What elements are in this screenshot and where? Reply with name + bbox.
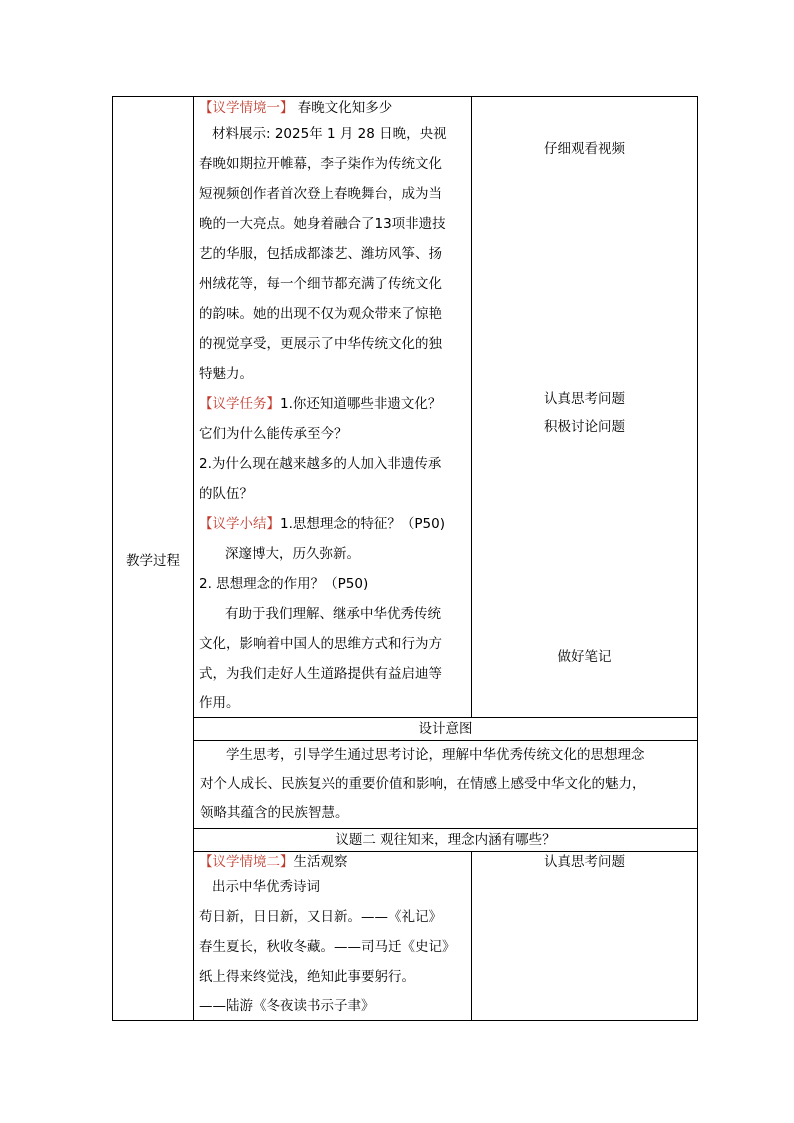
topic2-title: 议题二 观往知来，理念内涵有哪些？ — [194, 829, 698, 852]
activity-think: 认真思考问题 — [544, 391, 625, 407]
summary-a1: 深邃博大，历久弥新。 — [225, 546, 360, 562]
summary-a2-line: 文化，影响着中国人的思维方式和行为方 — [199, 636, 442, 652]
scene1-activity-cell — [472, 97, 698, 718]
scene2-heading-text: 生活观察 — [293, 854, 348, 870]
task-line: 2.为什么现在越来越多的人加入非遗传承 — [199, 456, 442, 472]
scene1-heading-text: 春晚文化知多少 — [293, 100, 393, 116]
design-intent-body-row — [113, 741, 698, 829]
material-line: 的韵味。她的出现不仅为观众带来了惊艳 — [199, 306, 442, 322]
material-line: 晚的一大亮点。她身着融合了13项非遗技 — [199, 216, 446, 232]
lesson-plan-table — [112, 96, 698, 1021]
scene2-activity-cell — [472, 852, 698, 1021]
material-line: 特魅力。 — [199, 366, 253, 382]
scene2-intro: 出示中华优秀诗词 — [212, 879, 320, 895]
scene1-row — [113, 97, 698, 718]
design-intent-title: 设计意图 — [194, 718, 698, 741]
row-label: 教学过程 — [126, 552, 180, 569]
scene2-row — [113, 852, 698, 1021]
row-label-cell — [113, 97, 194, 1021]
summary-q2: 2. 思想理念的作用？（P50) — [199, 576, 369, 592]
task-mark: 【议学任务】 — [199, 396, 280, 412]
scene1-heading-mark: 【议学情境一】 — [199, 100, 294, 116]
material-line: 材料展示: 2025年 1 月 28 日晚，央视 — [212, 126, 447, 142]
poem-line: 春生夏长，秋收冬藏。——司马迁《史记》 — [199, 939, 456, 955]
poem-line: 苟日新，日日新，又日新。——《礼记》 — [199, 909, 442, 925]
summary-a2-line: 有助于我们理解、继承中华优秀传统 — [225, 606, 441, 622]
design-intent-body — [194, 741, 698, 829]
summary-q1: 1.思想理念的特征？（P50) — [280, 516, 445, 532]
task-heading — [199, 389, 467, 419]
activity-watch: 仔细观看视频 — [544, 141, 625, 157]
material-line: 短视频创作者首次登上春晚舞台，成为当 — [199, 186, 442, 202]
poem-line: 纸上得来终觉浅，绝知此事要躬行。 — [199, 969, 415, 985]
summary-a2-line: 作用。 — [199, 695, 240, 711]
task-line: 的队伍？ — [199, 486, 253, 502]
summary-heading — [199, 509, 467, 539]
scene1-heading — [199, 97, 467, 119]
scene2-activity: 认真思考问题 — [544, 854, 625, 870]
activity-notes: 做好笔记 — [557, 649, 612, 665]
design-intent-title-row — [113, 718, 698, 741]
design-intent-line: 学生思考，引导学生通过思考讨论，理解中华优秀传统文化的思想理念 — [226, 747, 645, 763]
design-intent-line: 领略其蕴含的民族智慧。 — [200, 805, 349, 821]
poem-line: ——陆游《冬夜读书示子聿》 — [199, 998, 375, 1014]
activity-discuss: 积极讨论问题 — [544, 419, 625, 435]
scene1-content-cell — [194, 97, 472, 718]
material-line: 艺的华服，包括成都漆艺、潍坊风筝、扬 — [199, 246, 442, 262]
material-line: 的视觉享受，更展示了中华传统文化的独 — [199, 336, 442, 352]
material-line: 州绒花等，每一个细节都充满了传统文化 — [199, 276, 442, 292]
summary-mark: 【议学小结】 — [199, 516, 280, 532]
summary-a2-line: 式，为我们走好人生道路提供有益启迪等 — [199, 666, 442, 682]
topic2-title-row — [113, 829, 698, 852]
scene2-heading — [199, 852, 467, 872]
scene2-heading-mark: 【议学情境二】 — [199, 854, 294, 870]
task-line: 它们为什么能传承至今？ — [199, 426, 348, 442]
scene2-content-cell — [194, 852, 472, 1021]
task-line: 1.你还知道哪些非遗文化？ — [280, 396, 442, 412]
material-line: 春晚如期拉开帷幕，李子柒作为传统文化 — [199, 156, 442, 172]
design-intent-line: 对个人成长、民族复兴的重要价值和影响，在情感上感受中华文化的魅力， — [200, 776, 646, 792]
